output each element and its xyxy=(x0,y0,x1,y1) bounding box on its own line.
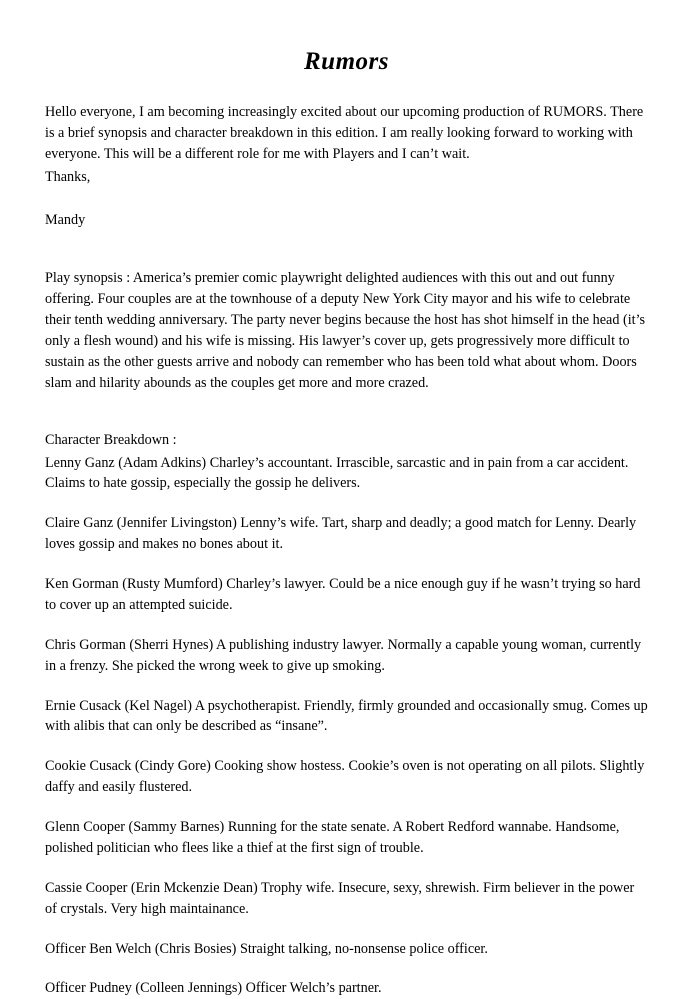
character-entry: Officer Ben Welch (Chris Bosies) Straight talking, no-nonsense police officer. xyxy=(45,940,488,957)
character-entry: Cassie Cooper (Erin Mckenzie Dean) Trophy wife. Insecure, sexy, shrewish. Firm believer in the power of crystals. Very high maintainance. xyxy=(45,879,635,917)
character-entry: Ernie Cusack (Kel Nagel) A psychotherapist. Friendly, firmly grounded and occasionally smug. Comes up with alibis that can only be described as “insane”. xyxy=(45,697,648,735)
closing-line: Thanks, xyxy=(45,168,91,185)
character-entry: Lenny Ganz (Adam Adkins) Charley’s accountant. Irrascible, sarcastic and in pain from a car accident. Claims to hate gossip, especially the gossip he delivers. xyxy=(45,454,629,492)
character-entry: Glenn Cooper (Sammy Barnes) Running for the state senate. A Robert Redford wannabe. Handsome, polished politician who flees like a thief at the first sign of trouble. xyxy=(45,819,620,856)
character-entry: Cookie Cusack (Cindy Gore) Cooking show hostess. Cookie’s oven is not operating on all pilots. Slightly daffy and easily flustered. xyxy=(45,758,645,796)
character-entry: Ken Gorman (Rusty Mumford) Charley’s lawyer. Could be a nice enough guy if he wasn’t trying so hard to cover up an attempted suicide. xyxy=(45,576,641,613)
signature-line: Mandy xyxy=(45,211,86,228)
page-title: Rumors xyxy=(304,48,389,75)
synopsis-paragraph: Play synopsis : America’s premier comic playwright delighted audiences with this out and out funny offering. Four couples are at the townhouse of a deputy New York City mayor and his wife to celebrate their tenth wedding anniversary. The party never begins because the host has shot himself in the head (it’s only a flesh wound) and his wife is missing. His lawyer’s cover up, gets progressively more difficult to sustain as the other guests arrive and nobody can remember who has been told what about whom. Doors slam and hilarity abounds as the couples get more and more crazed. xyxy=(45,270,646,391)
character-entry: Officer Pudney (Colleen Jennings) Officer Welch’s partner. xyxy=(45,980,382,997)
character-entry: Claire Ganz (Jennifer Livingston) Lenny’s wife. Tart, sharp and deadly; a good match for Lenny. Dearly loves gossip and makes no bones about it. xyxy=(45,515,637,553)
intro-paragraph: Hello everyone, I am becoming increasingly excited about our upcoming production of RUMORS. There is a brief synopsis and character breakdown in this edition. I am really looking forward to working with everyone. This will be a different role for me with Players and I can’t wait. xyxy=(45,104,644,162)
character-breakdown-heading: Character Breakdown : xyxy=(45,431,177,448)
character-entry: Chris Gorman (Sherri Hynes) A publishing industry lawyer. Normally a capable young woman, currently in a frenzy. She picked the wrong week to give up smoking. xyxy=(45,636,642,674)
